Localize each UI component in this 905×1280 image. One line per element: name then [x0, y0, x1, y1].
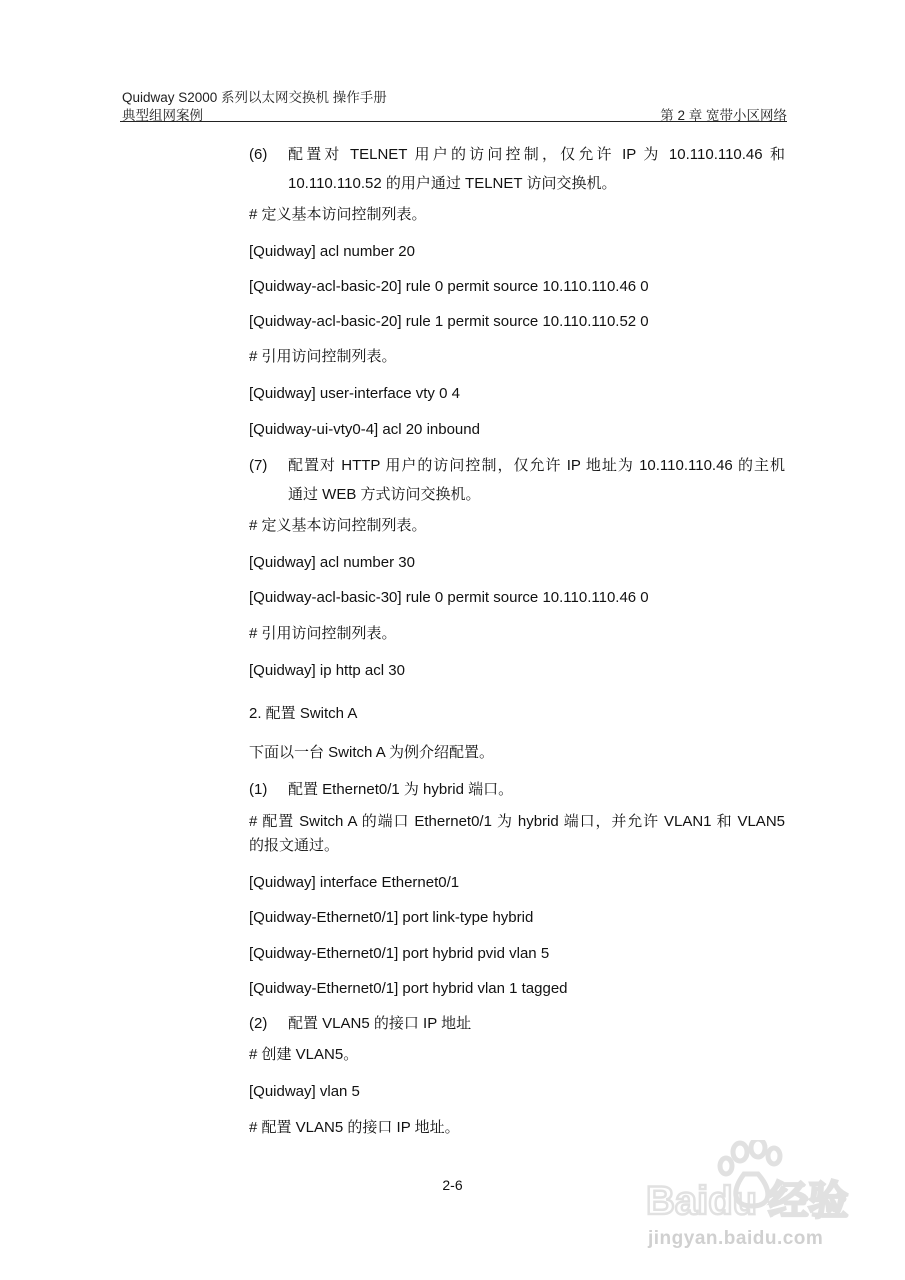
- item-6-line-1: 配置对 TELNET 用户的访问控制，仅允许 IP 为 10.110.110.46 和: [288, 146, 785, 163]
- command-line: [Quidway] vlan 5: [249, 1083, 360, 1100]
- comment-define-acl: # 定义基本访问控制列表。: [249, 517, 427, 534]
- item-7-line-2: 通过 WEB 方式访问交换机。: [288, 486, 481, 503]
- comment-configure-port-cont: 的报文通过。: [249, 837, 340, 854]
- command-line: [Quidway-Ethernet0/1] port hybrid pvid vlan 5: [249, 945, 550, 962]
- header-divider: [120, 121, 787, 122]
- item-7-number: (7): [249, 457, 268, 474]
- command-line: [Quidway-acl-basic-20] rule 1 permit source 10.110.110.52 0: [249, 313, 649, 330]
- command-line: [Quidway-Ethernet0/1] port hybrid vlan 1 tagged: [249, 980, 568, 997]
- comment-apply-acl: # 引用访问控制列表。: [249, 348, 397, 365]
- item-7-line-1: 配置对 HTTP 用户的访问控制，仅允许 IP 地址为 10.110.110.46 的主机: [288, 457, 785, 474]
- item-6-line-2: 10.110.110.52 的用户通过 TELNET 访问交换机。: [288, 175, 617, 192]
- command-line: [Quidway-acl-basic-20] rule 0 permit source 10.110.110.46 0: [249, 278, 649, 295]
- command-line: [Quidway-ui-vty0-4] acl 20 inbound: [249, 421, 480, 438]
- header-manual-title: Quidway S2000 系列以太网交换机 操作手册: [122, 90, 387, 105]
- item-6-number: (6): [249, 146, 268, 163]
- comment-apply-acl: # 引用访问控制列表。: [249, 625, 397, 642]
- comment-configure-port: # 配置 Switch A 的端口 Ethernet0/1 为 hybrid 端口，并允许 VLAN1 和 VLAN5: [249, 813, 785, 830]
- header-chapter-title: 第 2 章 宽带小区网络: [660, 108, 787, 123]
- command-line: [Quidway-acl-basic-30] rule 0 permit source 10.110.110.46 0: [249, 589, 649, 606]
- watermark-url: jingyan.baidu.com: [648, 1228, 824, 1249]
- command-line: [Quidway] ip http acl 30: [249, 662, 405, 679]
- header-section-title: 典型组网案例: [122, 108, 203, 123]
- comment-define-acl: # 定义基本访问控制列表。: [249, 206, 427, 223]
- item-2-number: (2): [249, 1015, 268, 1032]
- comment-configure-vlan-ip: # 配置 VLAN5 的接口 IP 地址。: [249, 1119, 460, 1136]
- section-heading: 2. 配置 Switch A: [249, 705, 358, 722]
- comment-create-vlan: # 创建 VLAN5。: [249, 1046, 359, 1063]
- command-line: [Quidway] interface Ethernet0/1: [249, 874, 460, 891]
- command-line: [Quidway] user-interface vty 0 4: [249, 385, 460, 402]
- command-line: [Quidway-Ethernet0/1] port link-type hybrid: [249, 909, 534, 926]
- page-number: 2-6: [442, 1177, 463, 1193]
- item-1-number: (1): [249, 781, 268, 798]
- intro-paragraph: 下面以一台 Switch A 为例介绍配置。: [249, 744, 495, 761]
- item-1-text: 配置 Ethernet0/1 为 hybrid 端口。: [288, 781, 514, 798]
- watermark-logo-text: Baidu 经验: [646, 1179, 849, 1223]
- command-line: [Quidway] acl number 30: [249, 554, 415, 571]
- item-2-text: 配置 VLAN5 的接口 IP 地址: [288, 1015, 472, 1032]
- command-line: [Quidway] acl number 20: [249, 243, 415, 260]
